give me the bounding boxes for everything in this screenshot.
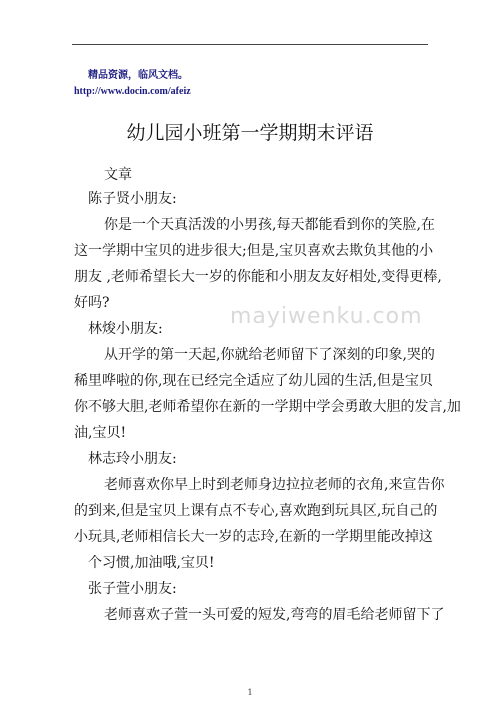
paragraph-line: 稀里哗啦的你,现在已经完全适应了幼儿园的生活,但是宝贝 bbox=[74, 373, 433, 389]
paragraph-line: 这一学期中宝贝的进步很大;但是,宝贝喜欢去欺负其他的小 bbox=[74, 243, 434, 259]
document-title: 幼儿园小班第一学期期末评语 bbox=[126, 122, 374, 144]
paragraph-line: 老师喜欢你早上时到老师身边拉拉老师的衣角,来宣告你 bbox=[104, 477, 445, 493]
paragraph-line: 朋友 ,老师希望长大一岁的你能和小朋友友好相处,变得更棒, bbox=[74, 269, 442, 285]
header-url-link[interactable]: http://www.docin.com/afeiz bbox=[74, 86, 191, 97]
paragraph-line: 从开学的第一天起,你就给老师留下了深刻的印象,哭的 bbox=[104, 347, 435, 363]
paragraph-line: 你是一个天真活泼的小男孩,每天都能看到你的笑脸,在 bbox=[104, 217, 435, 233]
section-label: 文章 bbox=[104, 167, 132, 183]
student-heading-lin-zhiling: 林志玲小朋友: bbox=[88, 451, 177, 467]
student-heading-lin-jun: 林焌小朋友: bbox=[88, 321, 163, 337]
header-note: 精品资源，临风文档。 bbox=[88, 70, 188, 81]
paragraph-line: 老师喜欢子萱一头可爱的短发,弯弯的眉毛给老师留下了 bbox=[104, 607, 445, 623]
paragraph-line: 小玩具,老师相信长大一岁的志玲,在新的一学期里能改掉这 bbox=[74, 529, 433, 545]
student-heading-zhang: 张子萱小朋友: bbox=[88, 581, 177, 597]
paragraph-line: 好吗? bbox=[74, 295, 110, 311]
page-number: 1 bbox=[247, 688, 253, 697]
header-rule bbox=[72, 44, 428, 45]
paragraph-line: 的到来,但是宝贝上课有点不专心,喜欢跑到玩具区,玩自己的 bbox=[74, 503, 438, 519]
student-heading-chen: 陈子贤小朋友: bbox=[88, 191, 177, 207]
watermark-text: mayiwenku.com bbox=[230, 304, 423, 329]
paragraph-line: 个习惯,加油哦,宝贝! bbox=[88, 555, 215, 571]
paragraph-line: 油,宝贝! bbox=[74, 425, 127, 441]
paragraph-line: 你不够大胆,老师希望你在新的一学期中学会勇敢大胆的发言,加 bbox=[74, 399, 461, 415]
